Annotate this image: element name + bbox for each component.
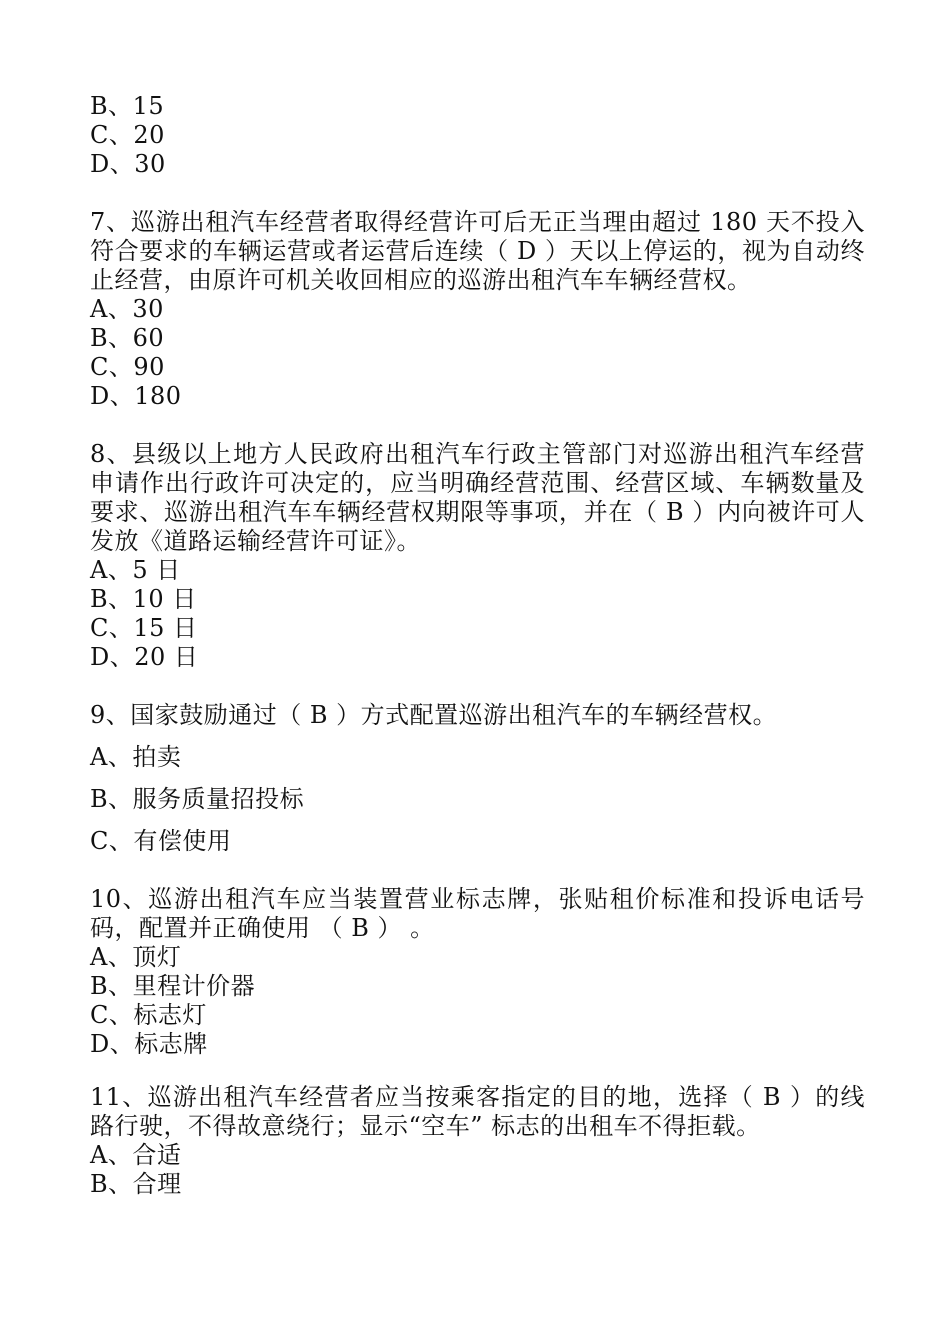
document-page bbox=[90, 92, 865, 1199]
option-c: C、15 日 bbox=[90, 614, 198, 642]
option-b: B、服务质量招投标 bbox=[90, 785, 305, 813]
option-c: C、90 bbox=[90, 353, 165, 381]
question-9 bbox=[90, 701, 865, 856]
option-a: A、合适 bbox=[90, 1141, 182, 1169]
question-8 bbox=[90, 440, 865, 672]
spacer bbox=[90, 411, 865, 440]
option-a: A、30 bbox=[90, 295, 164, 323]
question-10 bbox=[90, 885, 865, 1059]
option-b: B、合理 bbox=[90, 1170, 182, 1198]
option-d: D、180 bbox=[90, 382, 182, 410]
question-text: 8、县级以上地方人民政府出租汽车行政主管部门对巡游出租汽车经营申请作出行政许可决定的，应当明确经营范围、经营区域、车辆数量及要求、巡游出租汽车车辆经营权期限等事项，并在（ B ）内向被许可人发放《道路运输经营许可证》。 bbox=[90, 440, 865, 555]
option-b: B、15 bbox=[90, 92, 165, 120]
option-b: B、10 日 bbox=[90, 585, 197, 613]
spacer bbox=[90, 672, 865, 701]
question-11 bbox=[90, 1083, 865, 1199]
question-6 bbox=[90, 92, 865, 179]
spacer bbox=[90, 856, 865, 885]
option-a: A、顶灯 bbox=[90, 943, 182, 971]
option-b: B、里程计价器 bbox=[90, 972, 256, 1000]
option-a: A、5 日 bbox=[90, 556, 181, 584]
option-d: D、20 日 bbox=[90, 643, 199, 671]
question-text: 11、巡游出租汽车经营者应当按乘客指定的目的地，选择（ B ）的线路行驶，不得故意绕行；显示“空车” 标志的出租车不得拒载。 bbox=[90, 1083, 865, 1140]
option-c: C、20 bbox=[90, 121, 165, 149]
option-a: A、拍卖 bbox=[90, 743, 182, 771]
spacer bbox=[90, 179, 865, 208]
question-text: 10、巡游出租汽车应当装置营业标志牌，张贴租价标准和投诉电话号码，配置并正确使用 （ B ） 。 bbox=[90, 885, 865, 942]
question-text: 7、巡游出租汽车经营者取得经营许可后无正当理由超过 180 天不投入符合要求的车辆运营或者运营后连续（ D ）天以上停运的，视为自动终止经营，由原许可机关收回相应的巡游出租汽车车辆经营权。 bbox=[90, 208, 865, 294]
option-d: D、标志牌 bbox=[90, 1030, 208, 1058]
option-d: D、30 bbox=[90, 150, 166, 178]
question-7 bbox=[90, 208, 865, 411]
option-c: C、有偿使用 bbox=[90, 827, 232, 855]
spacer bbox=[90, 1059, 865, 1083]
option-c: C、标志灯 bbox=[90, 1001, 207, 1029]
option-b: B、60 bbox=[90, 324, 165, 352]
question-text: 9、国家鼓励通过（ B ）方式配置巡游出租汽车的车辆经营权。 bbox=[90, 701, 778, 729]
